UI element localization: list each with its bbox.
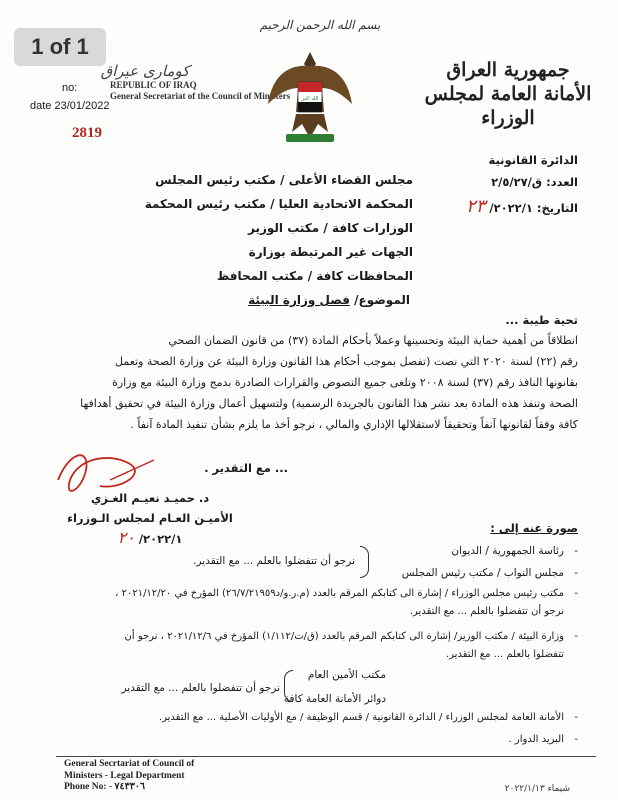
footer-phone: Phone No: - ٧٤٣٣٠٦ xyxy=(64,782,146,792)
copies-item-4 xyxy=(44,628,564,664)
closing: ... مع التقدير . xyxy=(204,461,288,475)
copy-item-3-line-2: نرجو أن تتفضلوا بالعلم ... مع التقدير. xyxy=(409,606,564,617)
copies-group-5-note: نرجو أن تتفضلوا بالعلم ... مع التقدير xyxy=(121,682,280,694)
letterhead-en-country: REPUBLIC OF IRAQ xyxy=(110,80,197,90)
recipient-item: الوزارات كافة / مكتب الوزير xyxy=(248,221,413,235)
letterhead-country: جمهورية العراق xyxy=(446,59,570,81)
copies-item-6 xyxy=(84,710,564,726)
copies-item-3 xyxy=(44,585,564,621)
recipients-list xyxy=(113,168,413,288)
recipient-item: المحافظات كافة / مكتب المحافظ xyxy=(216,269,413,283)
copies-heading: صورة عنه إلى : xyxy=(490,521,578,535)
letterhead-arabic xyxy=(418,58,598,130)
department-label: الدائرة القانونية xyxy=(488,153,578,167)
group-1-brace xyxy=(360,546,369,578)
copy-recipient: دوائر الأمانة العامة كافة xyxy=(283,693,386,705)
letter-body xyxy=(38,330,578,435)
letterhead-english xyxy=(110,80,290,102)
letter-date-handwritten: ٢٣ xyxy=(466,196,486,217)
recipient-item: المحكمة الاتحادية العليا / مكتب رئيس المحكمة xyxy=(144,197,413,211)
emblem-text: الله اكبر xyxy=(301,96,319,102)
copies-group-1-note: نرجو أن تتفضلوا بالعلم ... مع التقدير. xyxy=(193,555,355,567)
no-label: no: xyxy=(62,82,78,94)
letterhead-secretariat: الأمانة العامة لمجلس الوزراء xyxy=(424,83,592,129)
date-stamp: date 23/01/2022 xyxy=(30,100,110,112)
letter-date xyxy=(418,196,578,217)
copies-item-7 xyxy=(364,732,564,748)
footer-english xyxy=(64,759,194,794)
eagle-emblem-icon xyxy=(266,48,354,148)
body-line: انطلاقاً من أهمية حماية البيئة وتحسينها وعملاً بأحكام المادة (٣٧) من قانون الضمان الصحي xyxy=(168,334,578,347)
group-5-brace xyxy=(284,670,293,702)
signatory-name: د. حميـد نعيـم الغـزي xyxy=(90,491,210,505)
copy-item-4-line-1: - وزارة البيئة / مكتب الوزير/ إشارة الى كتابكم المرقم بالعدد (ق/ت/١/١١٢) المؤرخ في ٢٠٢١/١٢/٦ ، نرجو أن xyxy=(44,628,564,646)
greeting: تحية طيبة ... xyxy=(505,313,578,327)
letterhead-en-secretariat: General Secretariat of the Council of Ministers xyxy=(110,91,291,101)
recipient-item: الجهات غير المرتبطة بوزارة xyxy=(248,245,413,259)
signatory-date xyxy=(60,528,240,549)
meta-block xyxy=(418,152,578,217)
copy-item-7: - البريد الدوار . xyxy=(364,732,564,748)
body-line: رقم (٢٢) لسنة ٢٠٢٠ التي نصت (تفصل بموجب أحكام هذا القانون وزارة البيئة عن وزارة الصحة وتعمل xyxy=(115,355,578,368)
letterhead-kurdish: كومارى عيراق xyxy=(100,62,190,80)
page-indicator-badge[interactable]: 1 of 1 xyxy=(14,28,106,66)
signatory-block xyxy=(60,488,240,549)
copy-item-6: - الأمانة العامة لمجلس الوزراء / الدائرة القانونية / قسم الوظيفة / مع الأوليات الأصلية ... مع التقدير. xyxy=(84,710,564,726)
copy-item-3-line-1: - مكتب رئيس مجلس الوزراء / إشارة الى كتابكم المرقم بالعدد (م.ر.و/د٢٦/٧/٢١٩٥٩) المؤرخ في ٢٠٢١/١٢/٢٠ ، xyxy=(44,585,564,603)
signatory-title: الأميـن العـام لمجلس الـوزراء xyxy=(67,511,233,525)
footer-line: General Secrtariat of Council of xyxy=(64,759,195,769)
basmala: بسم الله الرحمن الرحيم xyxy=(259,18,381,32)
letter-date-prefix: التاريخ: ٢٠٢٢/١/ xyxy=(489,201,578,215)
body-line: الصحة وتنفذ هذه المادة بعد نشر هذا القانون بالجريدة الرسمية) ولتسهيل أعمال وزارة البيئة في تحقيق أهدافها xyxy=(80,397,578,410)
serial-number: 2819 xyxy=(72,125,102,141)
body-line: كافة وفقاً لقانونها آنفاً وتحقيقاً لاستقلالها الإداري والمالي ، نرجو أخذ ما يلزم بشأن تنفيذ المادة آنفاً . xyxy=(130,418,578,431)
subject-text: فصل وزارة البيئة xyxy=(248,293,350,307)
subject-label: الموضوع/ xyxy=(354,293,410,307)
copy-recipient: - رئاسة الجمهورية / الديوان xyxy=(364,542,564,560)
copies-group-1 xyxy=(364,542,564,582)
reference-number: العدد: ق/٢/٥/٢٧ xyxy=(491,175,578,189)
copy-recipient: مكتب الأمين العام xyxy=(307,669,386,681)
copy-item-4-line-2: تتفضلوا بالعلم ... مع التقدير. xyxy=(445,649,564,660)
signatory-date-handwritten: ٢٠ xyxy=(117,528,135,547)
footer-typist-date: شيماء ٢٠٢٢/١/١٣ xyxy=(504,784,570,794)
footer-line: Ministers - Legal Department xyxy=(64,770,185,781)
body-line: بقانونها النافذ رقم (٣٧) لسنة ٢٠٠٨ وتلغى جميع النصوص والقرارات الصادرة بدمج وزارة البيئة مع وزارة xyxy=(112,376,578,389)
copy-recipient: - مجلس النواب / مكتب رئيس المجلس xyxy=(364,564,564,582)
recipient-item: مجلس القضاء الأعلى / مكتب رئيس المجلس xyxy=(155,173,413,187)
subject-line xyxy=(150,292,410,308)
footer-divider xyxy=(56,756,596,757)
signatory-date-prefix: ٢٠٢٢/١/ xyxy=(138,532,183,546)
